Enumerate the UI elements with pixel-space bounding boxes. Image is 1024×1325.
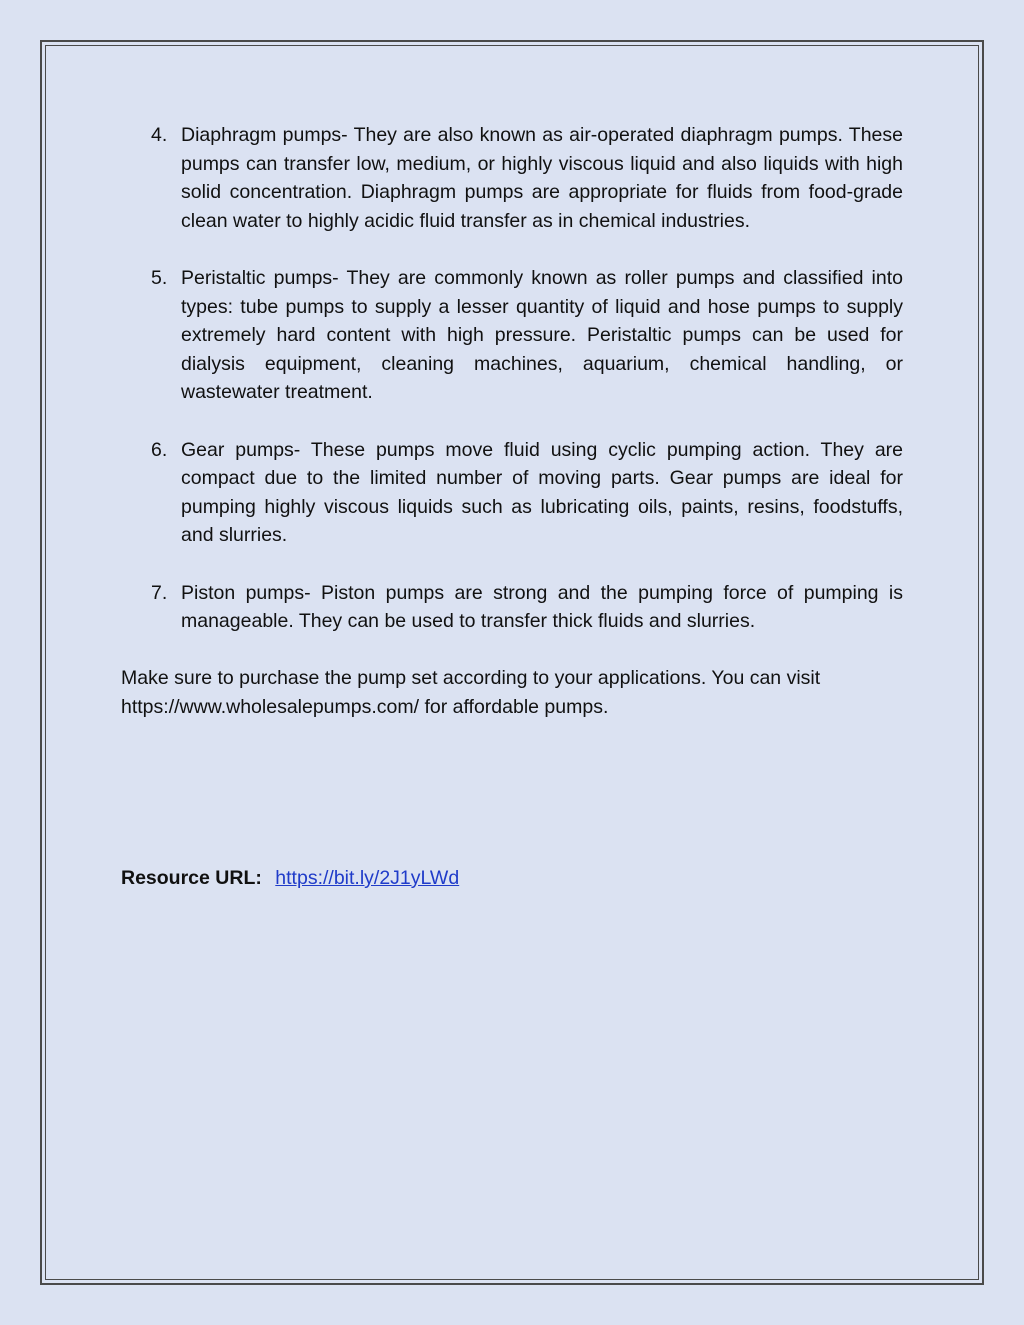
list-item-number: 6.: [151, 438, 168, 461]
list-item: [151, 264, 903, 407]
pump-types-list: [121, 121, 903, 636]
list-item: [151, 436, 903, 550]
list-item-text: Diaphragm pumps- They are also known as air-operated diaphragm pumps. These pumps can transfer low, medium, or highly viscous liquid and also liquids with high solid concentration. Diaphragm pumps are appropriate for fluids from food-grade clean water to highly acidic fluid transfer as in chemical industries.: [181, 124, 903, 232]
list-item-number: 4.: [151, 124, 168, 146]
list-item-number: 7.: [151, 581, 168, 604]
list-item: [151, 121, 903, 235]
list-item: [151, 579, 903, 636]
list-item-text: Gear pumps- These pumps move fluid using cyclic pumping action. They are compact due to the limited number of moving parts. Gear pumps are ideal for pumping highly viscous liquids such as lubricating oils, paints, resins, foodstuffs, and slurries.: [181, 438, 903, 547]
resource-label: Resource URL:: [121, 867, 262, 889]
list-item-text: Piston pumps- Piston pumps are strong and the pumping force of pumping is manageable. They can be used to transfer thick fluids and slurries.: [181, 581, 903, 633]
resource-line: [121, 864, 459, 892]
list-item-number: 5.: [151, 266, 168, 289]
document-body: [121, 121, 903, 721]
list-item-text: Peristaltic pumps- They are commonly known as roller pumps and classified into types: tube pumps to supply a lesser quantity of liquid and hose pumps to supply extremely hard content with high pressure. Peristaltic pumps can be used for dialysis equipment, cleaning machines, aquarium, chemical handling, or wastewater treatment.: [181, 266, 903, 404]
resource-link[interactable]: https://bit.ly/2J1yLWd: [275, 867, 460, 889]
closing-paragraph: Make sure to purchase the pump set according to your applications. You can visit https://www.wholesalepumps.com/ for affordable pumps.: [121, 667, 821, 718]
